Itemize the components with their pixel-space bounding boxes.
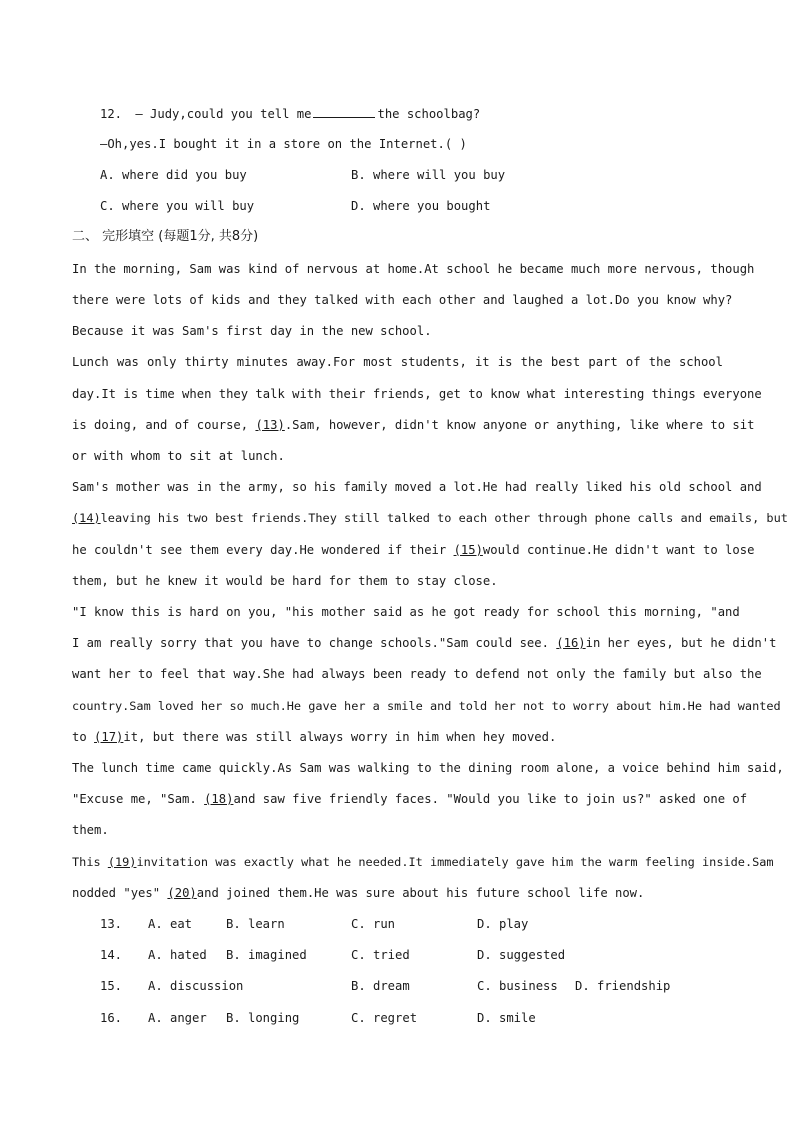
passage-line: In the morning, Sam was kind of nervous at home.At school he became much more nervous, though	[72, 262, 755, 276]
blank-18: (18)	[204, 792, 234, 806]
passage-line: Because it was Sam's first day in the new school.	[72, 324, 432, 338]
option-c: C. tried	[351, 948, 410, 962]
text-span: This	[72, 855, 101, 869]
text-span: it, but there was still always worry in him when hey moved.	[123, 730, 557, 744]
option-c: C. regret	[351, 1011, 418, 1025]
option-b: B. where will you buy	[351, 168, 506, 182]
blank-17: (17)	[94, 730, 124, 744]
text-span: leaving his two best friends.They still talked to each other through phone calls and emails, but	[100, 511, 788, 525]
passage-line: or with whom to sit at lunch.	[72, 449, 285, 463]
question-12-options-row-2	[0, 198, 794, 214]
text-span: .Sam, however, didn't know anyone or anything, like where to sit	[284, 418, 755, 432]
passage-line: there were lots of kids and they talked with each other and laughed a lot.Do you know why?	[72, 293, 733, 307]
question-number: 15.	[100, 979, 123, 993]
passage-line: want her to feel that way.She had always been ready to defend not only the family but also the	[72, 667, 762, 681]
question-number: 12.	[100, 107, 123, 121]
question-12-reply: —Oh,yes.I bought it in a store on the Internet.( )	[100, 137, 467, 151]
text-span: he couldn't see them every day.He wondered if their	[72, 543, 447, 557]
passage-line	[72, 885, 723, 901]
passage-line	[72, 510, 788, 526]
option-b: B. learn	[226, 917, 285, 931]
passage-line	[72, 635, 777, 651]
passage-line	[72, 417, 755, 433]
passage-line	[72, 791, 748, 807]
answer-blank	[313, 105, 375, 118]
question-12-options-row-1	[0, 167, 794, 183]
question-number: 14.	[100, 948, 123, 962]
option-d: D. smile	[477, 1011, 536, 1025]
text-span: would continue.He didn't want to lose	[482, 543, 755, 557]
passage-line: "I know this is hard on you, "his mother said as he got ready for school this morning, "and	[72, 605, 740, 619]
option-a: A. discussion	[148, 979, 244, 993]
option-b: B. longing	[226, 1011, 300, 1025]
text-span: in her eyes, but he didn't	[585, 636, 777, 650]
question-number: 16.	[100, 1011, 123, 1025]
passage-line	[72, 854, 774, 870]
option-a: A. hated	[148, 948, 207, 962]
text-span: I am really sorry that you have to change schools."Sam could see.	[72, 636, 549, 650]
text-span: nodded "yes"	[72, 886, 161, 900]
prompt-text: Judy,could you tell me	[150, 107, 312, 121]
question-12-prompt	[100, 105, 723, 122]
blank-15: (15)	[453, 543, 483, 557]
text-span: to	[72, 730, 87, 744]
question-row-13	[0, 916, 794, 932]
question-row-14	[0, 947, 794, 963]
blank-14: (14)	[72, 511, 101, 525]
blank-16: (16)	[556, 636, 586, 650]
option-a: A. anger	[148, 1011, 207, 1025]
blank-20: (20)	[167, 886, 197, 900]
blank-13: (13)	[255, 418, 285, 432]
text-span: is doing, and of course,	[72, 418, 249, 432]
passage-line: day.It is time when they talk with their friends, get to know what interesting things everyone	[72, 387, 762, 401]
text-span: "Excuse me, "Sam.	[72, 792, 197, 806]
option-c: C. where you will buy	[100, 199, 255, 213]
question-row-16	[0, 1010, 794, 1026]
option-c: C. run	[351, 917, 396, 931]
passage-line: Sam's mother was in the army, so his family moved a lot.He had really liked his old school and	[72, 480, 762, 494]
option-d: D. suggested	[477, 948, 566, 962]
question-row-15	[0, 978, 794, 994]
passage-line: country.Sam loved her so much.He gave her a smile and told her not to worry about him.He had wanted	[72, 699, 781, 713]
option-a: A. where did you buy	[100, 168, 247, 182]
passage-line	[72, 729, 723, 745]
text-span: and saw five friendly faces. "Would you like to join us?" asked one of	[233, 792, 748, 806]
dash: —	[135, 107, 143, 121]
passage-line: Lunch was only thirty minutes away.For most students, it is the best part of the school	[72, 355, 723, 369]
option-d: D. friendship	[575, 979, 671, 993]
option-b: B. dream	[351, 979, 410, 993]
blank-19: (19)	[107, 855, 137, 869]
passage-line: them.	[72, 823, 109, 837]
option-b: B. imagined	[226, 948, 307, 962]
passage-line: The lunch time came quickly.As Sam was walking to the dining room alone, a voice behind him said,	[72, 761, 784, 775]
question-number: 13.	[100, 917, 123, 931]
passage-line	[72, 542, 755, 558]
option-d: D. where you bought	[351, 199, 491, 213]
text-span: invitation was exactly what he needed.It immediately gave him the warm feeling inside.Sam	[136, 855, 774, 869]
text-span: and joined them.He was sure about his future school life now.	[196, 886, 645, 900]
section-title: 二、 完形填空 (每题1分, 共8分)	[72, 229, 259, 244]
option-d: D. play	[477, 917, 529, 931]
passage-line: them, but he knew it would be hard for them to stay close.	[72, 574, 498, 588]
option-c: C. business	[477, 979, 558, 993]
prompt-text: the schoolbag?	[377, 107, 481, 121]
option-a: A. eat	[148, 917, 193, 931]
